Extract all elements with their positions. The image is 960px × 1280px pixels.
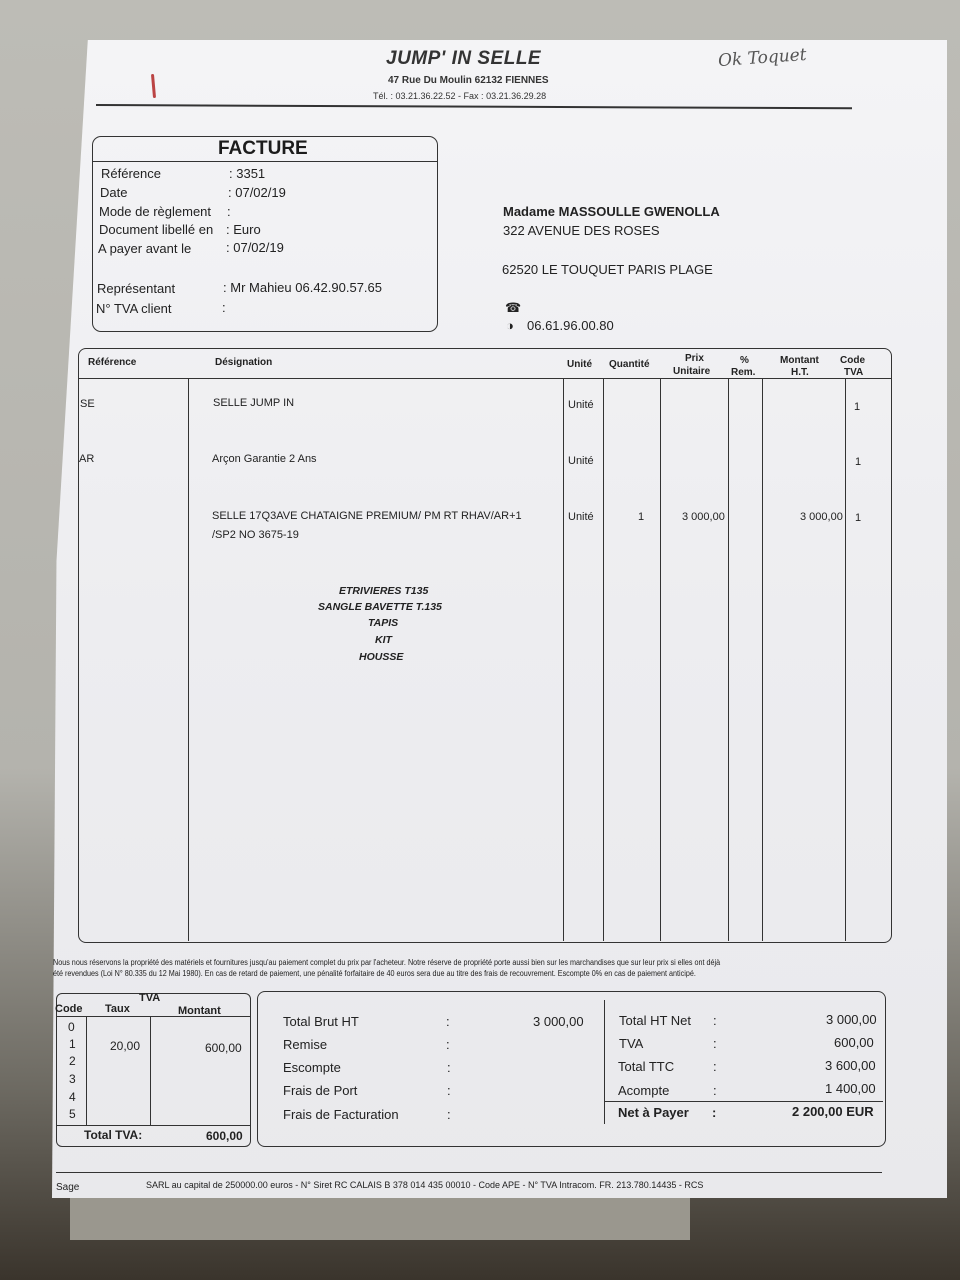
tva-col-divider-2 — [150, 1016, 151, 1125]
company-address: 47 Rue Du Moulin 62132 FIENNES — [388, 75, 549, 86]
col-divider-ref — [188, 378, 189, 941]
col-divider-rem — [762, 378, 763, 941]
col-header-montant-line1: Montant — [780, 355, 819, 366]
tva-total-value: 600,00 — [206, 1129, 243, 1143]
col-divider-designation — [563, 378, 564, 941]
tva-footer-divider — [56, 1125, 250, 1126]
row2-code: 1 — [855, 456, 862, 468]
handwritten-note: Ok Toquet — [717, 44, 808, 72]
field-currency-label: Document libellé en — [99, 222, 214, 237]
tva-total-label: Total TVA: — [84, 1128, 143, 1142]
col-divider-montant — [845, 378, 846, 941]
col-header-reference: Référence — [88, 357, 137, 368]
colon: : — [713, 1083, 717, 1098]
tva-value: 600,00 — [834, 1035, 874, 1050]
field-vat-client-label: N° TVA client — [96, 301, 172, 316]
row2-designation: Arçon Garantie 2 Ans — [212, 453, 317, 465]
row3-unite: Unité — [568, 511, 594, 523]
tva-code: 0 — [68, 1020, 75, 1034]
row3-code: 1 — [855, 512, 862, 524]
row1-reference: SE — [80, 398, 95, 410]
colon: : — [446, 1037, 450, 1052]
facture-title-underline — [92, 161, 438, 162]
field-date-value: : 07/02/19 — [228, 185, 286, 200]
colon: : — [447, 1083, 451, 1098]
col-header-rem-line1: % — [740, 355, 749, 366]
tva-rate: 20,00 — [110, 1039, 141, 1053]
field-representative-label: Représentant — [97, 281, 176, 296]
total-ttc-value: 3 600,00 — [825, 1058, 876, 1073]
acompte-value: 1 400,00 — [825, 1081, 876, 1096]
col-header-code-line2: TVA — [844, 367, 864, 378]
client-city: 62520 LE TOUQUET PARIS PLAGE — [502, 262, 713, 277]
totals-divider — [604, 1000, 605, 1124]
total-ht-net-value: 3 000,00 — [826, 1012, 877, 1027]
tva-col-code: Code — [55, 1003, 83, 1015]
tva-code: 4 — [69, 1090, 76, 1104]
colon: : — [713, 1059, 717, 1074]
frais-port-label: Frais de Port — [283, 1083, 358, 1098]
colon: : — [447, 1107, 451, 1122]
field-vat-client-value: : — [222, 300, 226, 315]
field-reference-value: : 3351 — [229, 166, 266, 181]
row1-unite: Unité — [568, 399, 594, 411]
escompte-label: Escompte — [283, 1060, 341, 1075]
net-a-payer-value: 2 200,00 EUR — [792, 1104, 874, 1119]
col-header-montant-line2: H.T. — [791, 367, 809, 378]
client-street: 322 AVENUE DES ROSES — [503, 223, 660, 238]
col-header-unite: Unité — [567, 359, 592, 370]
extra-item: SANGLE BAVETTE T.135 — [318, 601, 442, 613]
tva-code: 5 — [69, 1107, 76, 1121]
extra-item: HOUSSE — [359, 651, 404, 663]
client-name: Madame MASSOULLE GWENOLLA — [503, 204, 720, 219]
tva-code: 3 — [69, 1072, 76, 1086]
col-header-designation: Désignation — [215, 357, 273, 368]
row3-prix: 3 000,00 — [682, 511, 725, 523]
row1-code: 1 — [854, 401, 861, 413]
field-payment-mode-label: Mode de règlement — [99, 204, 212, 219]
frais-facturation-label: Frais de Facturation — [283, 1107, 399, 1122]
tva-col-montant: Montant — [178, 1005, 221, 1017]
colon: : — [713, 1013, 717, 1028]
colon: : — [713, 1036, 717, 1051]
extra-item: TAPIS — [368, 617, 399, 629]
company-name: JUMP' IN SELLE — [386, 48, 542, 69]
items-table — [78, 348, 892, 943]
field-currency-value: : Euro — [226, 222, 261, 237]
col-divider-quantite — [660, 378, 661, 941]
row3-designation-line2: /SP2 NO 3675-19 — [212, 529, 299, 541]
remise-label: Remise — [283, 1037, 328, 1052]
field-reference-label: Référence — [101, 166, 161, 181]
field-due-date-value: : 07/02/19 — [226, 240, 284, 255]
items-header-divider — [78, 378, 891, 379]
extra-item: ETRIVIERES T135 — [339, 585, 429, 597]
col-divider-prix — [728, 378, 729, 941]
colon: : — [447, 1060, 451, 1075]
row1-designation: SELLE JUMP IN — [213, 397, 295, 409]
tva-code: 1 — [69, 1037, 76, 1051]
field-payment-mode-value: : — [227, 204, 231, 219]
total-brut-ht-label: Total Brut HT — [283, 1014, 359, 1029]
acompte-label: Acompte — [618, 1083, 670, 1098]
tva-code: 2 — [69, 1054, 76, 1068]
row3-quantite: 1 — [638, 511, 645, 523]
total-ttc-label: Total TTC — [618, 1059, 675, 1074]
footer-legal: SARL au capital de 250000.00 euros - N° Siret RC CALAIS B 378 014 435 00010 - Code APE - N° TVA Intracom. FR. 213.780.14435 - RCS — [146, 1180, 704, 1190]
extra-item: KIT — [375, 634, 392, 646]
total-brut-ht-value: 3 000,00 — [533, 1014, 584, 1029]
tva-col-divider-1 — [86, 1016, 87, 1125]
field-due-date-label: A payer avant le — [98, 241, 192, 256]
col-divider-unite — [603, 378, 604, 941]
row3-designation: SELLE 17Q3AVE CHATAIGNE PREMIUM/ PM RT RHAV/AR+1 — [212, 510, 522, 522]
field-date-label: Date — [100, 185, 128, 200]
client-phone: 06.61.96.00.80 — [527, 318, 614, 333]
row2-reference: AR — [79, 453, 95, 465]
legal-notice-line2: été revendues (Loi N° 80.335 du 12 Mai 1980). En cas de retard de paiement, une pénalité forfaitaire de 40 euros sera due au titre des frais de recouvrement. Escompte 0% en cas de paiement anticipé. — [53, 969, 696, 978]
net-divider — [605, 1101, 883, 1102]
tva-amount: 600,00 — [205, 1041, 242, 1055]
col-header-rem-line2: Rem. — [731, 367, 756, 378]
tva-col-taux: Taux — [105, 1003, 130, 1015]
tva-label: TVA — [619, 1036, 644, 1051]
colon: : — [712, 1105, 717, 1120]
net-a-payer-label: Net à Payer — [618, 1105, 689, 1120]
invoice-title: FACTURE — [218, 138, 308, 159]
telephone-icon: ☎ — [505, 300, 522, 315]
col-header-code-line1: Code — [840, 355, 865, 366]
col-header-quantite: Quantité — [609, 359, 650, 370]
row3-montant: 3 000,00 — [800, 511, 843, 523]
tva-title: TVA — [139, 992, 161, 1004]
colon: : — [446, 1014, 450, 1029]
company-tel-fax: Tél. : 03.21.36.22.52 - Fax : 03.21.36.29.28 — [373, 91, 547, 101]
total-ht-net-label: Total HT Net — [619, 1013, 692, 1028]
row2-unite: Unité — [568, 455, 594, 467]
sage-logo: Sage — [56, 1182, 80, 1193]
mobile-icon: ◑ — [506, 318, 514, 333]
col-header-prix-line1: Prix — [685, 353, 704, 364]
legal-notice-line1: Nous nous réservons la propriété des matériels et fournitures jusqu'au paiement complet du prix par l'acheteur. Notre réserve de propriété porte aussi bien sur les marchandises que sur leur prix si elles ont déjà — [53, 958, 721, 967]
col-header-prix-line2: Unitaire — [673, 366, 711, 377]
footer-divider — [56, 1172, 882, 1173]
field-representative-value: : Mr Mahieu 06.42.90.57.65 — [223, 280, 383, 295]
